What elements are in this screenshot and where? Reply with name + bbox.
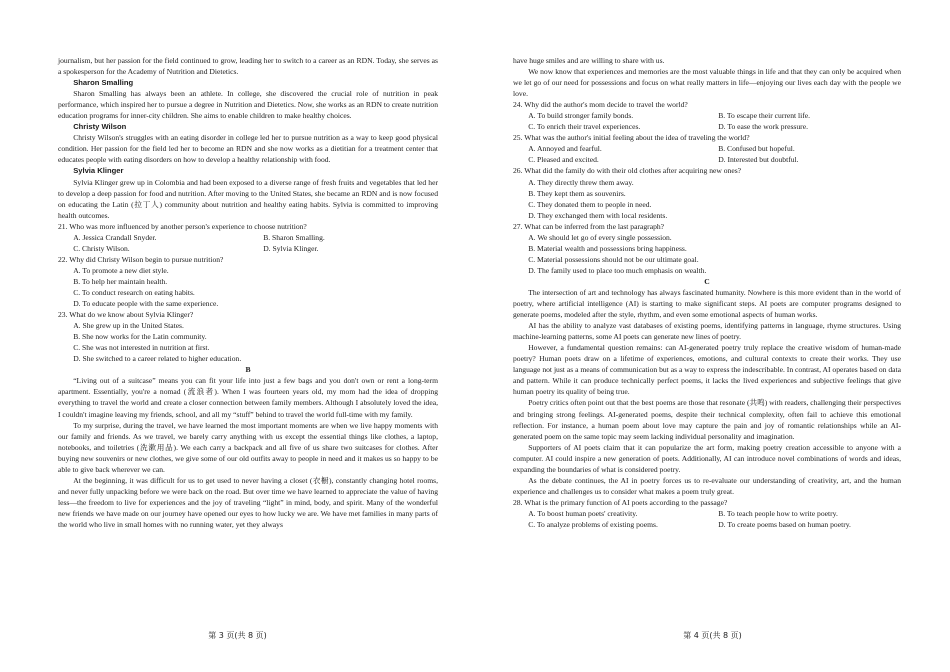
option: C. To analyze problems of existing poems. [528, 519, 658, 529]
paragraph: To my surprise, during the travel, we have learned the most important moments are when we live happy moments with our family and friends. As we travel, we barely carry anything with us except the essential things like clothes, a laptop, notebooks, and toiletries (洗漱用品). We each carry a backpack and all five of us share two suitcases for clothes. After buying new souvenirs or new clothes, we give some of our old outfits away to people in need and it makes us so happy to be able to give back wherever we can. [58, 420, 438, 474]
option: A. They directly threw them away. [528, 177, 634, 187]
option: D. Sylvia Klinger. [263, 243, 319, 253]
option: C. Christy Wilson. [73, 243, 130, 253]
question-23: 23. What do we know about Sylvia Klinger? [58, 310, 194, 320]
profile-name: Sharon Smalling [73, 78, 134, 88]
option: B. To escape their current life. [718, 111, 811, 121]
option: C. Pleased and excited. [528, 155, 599, 165]
page-footer: 第 4 页(共 8 页) [683, 631, 742, 640]
option: B. Sharon Smalling. [263, 232, 325, 242]
option: C. They donated them to people in need. [528, 199, 652, 209]
option: B. To help her maintain health. [73, 276, 168, 286]
option: C. To conduct research on eating habits. [73, 287, 195, 297]
question-24: 24. Why did the author's mom decide to travel the world? [513, 100, 688, 110]
option: D. To educate people with the same experience. [73, 299, 219, 309]
option: B. To teach people how to write poetry. [718, 508, 838, 518]
right-page [475, 0, 950, 672]
option: D. The family used to place too much emphasis on wealth. [528, 265, 707, 275]
left-column [58, 55, 438, 530]
options-row [513, 508, 901, 519]
options-row [58, 243, 438, 254]
option: A. To promote a new diet style. [73, 265, 169, 275]
question-25: 25. What was the author's initial feeling about the idea of traveling the world? [513, 133, 750, 143]
question-26: 26. What did the family do with their old clothes after acquiring new ones? [513, 166, 742, 176]
options-row [513, 110, 901, 121]
page-footer: 第 3 页(共 8 页) [208, 631, 267, 640]
option: C. She was not interested in nutrition at first. [73, 343, 210, 353]
paragraph: We now know that experiences and memories are the most valuable things in life and that they can only be acquired when we let go of our need for possessions and focus on what really matters in life—enjoying our lives each day with the people we love. [513, 67, 901, 99]
paragraph: As the debate continues, the AI in poetry forces us to re-evaluate our understanding of creativity, art, and the human experience and challenges us to consider what makes a poem truly great. [513, 475, 901, 496]
option: D. To ease the work pressure. [718, 122, 808, 132]
options-row [513, 519, 901, 530]
option: A. We should let go of every single possession. [528, 232, 672, 242]
option: B. They kept them as souvenirs. [528, 188, 626, 198]
paragraph: “Living out of a suitcase” means you can fit your life into just a few bags and you don't own or rent a long-term apartment. Essentially, you're a nomad (流浪者). When I was fourteen years old, my mom had the idea of dropping everything to travel the world and create a closer connection between family members. Although I absolutely loved the idea, I couldn't imagine leaving my friends, school, and all my “stuff” behind to travel the world full-time with my family. [58, 376, 438, 419]
paragraph: Christy Wilson's struggles with an eating disorder in college led her to pursue nutrition as a way to keep good physical condition. Her passion for the field led her to become an RDN and she now works as a dietitian for a treatment center that educates people with eating disorders on how to develop a healthy relationship with food. [58, 133, 438, 165]
paragraph: The intersection of art and technology has always fascinated humanity. Nowhere is this more evident than in the world of poetry, where artificial intelligence (AI) is starting to make significant steps. AI poets are computer programs designed to generate poems, modeled after the style, rhythm, and even some emotional aspects of human works. [513, 287, 901, 320]
paragraph: AI has the ability to analyze vast databases of existing poems, identifying patterns in language, rhyme structures. Using machine-learning patterns, some AI poets can generate new lines of poetry. [513, 321, 901, 342]
option: C. Material possessions should not be our ultimate goal. [528, 254, 699, 264]
paragraph: At the beginning, it was difficult for us to get used to never having a closet (衣橱), constantly changing hotel rooms, and never fully unpacking before we were back on the road. But over time we have learned to appreciate the value of having less—the freedom to live for experiences and the joy of traveling “light” in mind, body, and spirit. Many of the wonderful new friends we have made on our journey have opened our eyes to how lucky we are. We have met families in many parts of the world who live in small homes with no running water, yet they always [58, 475, 438, 529]
section-heading: B [245, 365, 251, 375]
option: A. She grew up in the United States. [73, 321, 184, 331]
option: C. To enrich their travel experiences. [528, 122, 641, 132]
option: D. She switched to a career related to higher education. [73, 354, 242, 364]
question-28: 28. What is the primary function of AI poets according to the passage? [513, 497, 728, 507]
options-row [58, 232, 438, 243]
question-27: 27. What can be inferred from the last paragraph? [513, 221, 665, 231]
paragraph: have huge smiles and are willing to share with us. [513, 56, 665, 65]
question-22: 22. Why did Christy Wilson begin to pursue nutrition? [58, 254, 224, 264]
option: D. Interested but doubtful. [718, 155, 799, 165]
option: B. Confused but hopeful. [718, 144, 795, 154]
option: A. Annoyed and fearful. [528, 144, 602, 154]
paragraph: However, a fundamental question remains: can AI-generated poetry truly replace the creative wisdom of human-made poetry? Human poets draw on a lifetime of experiences, emotions, and cultural contexts to create their works. They use language not just as a means of communication but as a way to express the indescribable. In contrast, AI operates based on data and pattern. While it can produce technically perfect poems, it lacks the lived experiences and subjective feelings that give human poetry its quality of being true. [513, 343, 901, 397]
question-21: 21. Who was more influenced by another person's experience to choose nutrition? [58, 221, 307, 231]
profile-name: Christy Wilson [73, 122, 127, 132]
option: D. To create poems based on human poetry. [718, 519, 851, 529]
section-heading: C [704, 276, 710, 286]
option: A. To build stronger family bonds. [528, 111, 634, 121]
option: B. She now works for the Latin community. [73, 332, 207, 342]
paragraph: Poetry critics often point out that the best poems are those that resonate (共鸣) with readers, challenging their perspectives and bringing strong feelings. AI-generated poems, despite their technical complexity, often fail to achieve this emotional reflection. For instance, a human poem about love may capture the pain and joy of romantic relationships while an AI-generated poem on the same topic may seem lacking individual personality and imagination. [513, 398, 901, 441]
paragraph: journalism, but her passion for the field continued to grow, leading her to switch to a career as an RDN. Today, she serves as a spokesperson for the Academy of Nutrition and Dietetics. [58, 56, 438, 77]
paragraph: Sharon Smalling has always been an athlete. In college, she discovered the crucial role of nutrition in peak performance, which inspired her to pursue a degree in Nutrition and Dietetics. Now, she works as an RDN to create nutrition education programs for inner-city children. She aims to enable children to make healthy choices. [58, 89, 438, 121]
paragraph: Supporters of AI poets claim that it can popularize the art form, making poetry creation accessible to anyone with a computer. AI could inspire a new generation of poets. Additionally, AI can introduce novel combinations of words and ideas, expanding the boundaries of what is considered poetry. [513, 442, 901, 474]
profile-name: Sylvia Klinger [73, 166, 124, 176]
option: A. Jessica Crandall Snyder. [73, 232, 157, 242]
option: D. They exchanged them with local residents. [528, 210, 668, 220]
paragraph: Sylvia Klinger grew up in Colombia and had been exposed to a diverse range of fresh fruits and vegetables that led her to develop a deep passion for food and nutrition. After moving to the United States, she became an RDN and is now focused on educating the Latin (拉丁人) community about nutrition and healthy eating habits. Sylvia is committed to improving health outcomes. [58, 177, 438, 220]
options-row [513, 121, 901, 132]
options-row [513, 143, 901, 154]
right-column [513, 55, 901, 530]
option: A. To boost human poets' creativity. [528, 508, 638, 518]
options-row [513, 154, 901, 165]
option: B. Material wealth and possessions bring happiness. [528, 243, 687, 253]
